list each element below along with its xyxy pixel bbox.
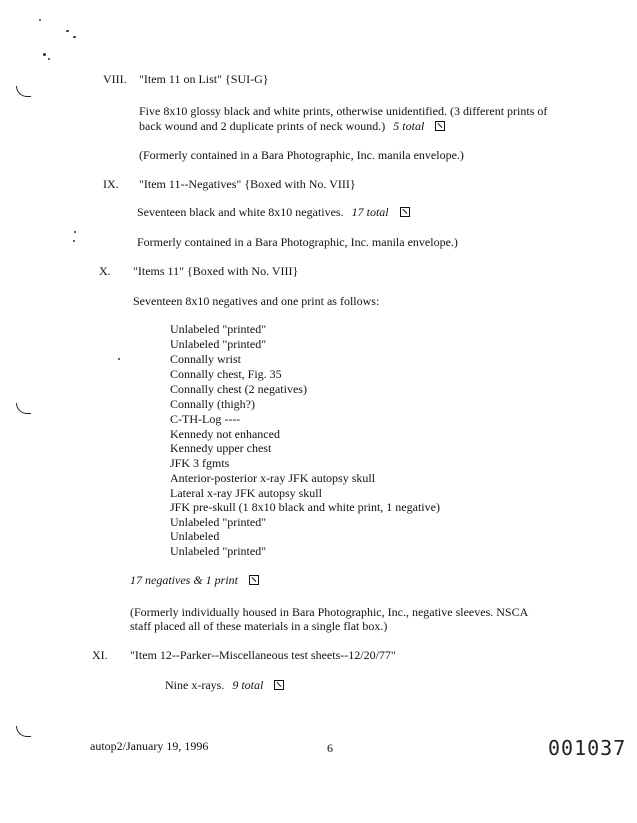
list-item: Connally chest (2 negatives) [170, 382, 307, 396]
list-item: Lateral x-ray JFK autopsy skull [170, 486, 322, 500]
section-x-numeral: X. [99, 264, 111, 278]
list-item: Unlabeled "printed" [170, 544, 267, 558]
section-ix-note: Formerly contained in a Bara Photographic, Inc. manila envelope.) [137, 235, 458, 249]
checked-box-icon [274, 680, 284, 690]
section-ix-numeral: IX. [103, 177, 119, 191]
binder-hole-mark [16, 403, 31, 414]
list-item: Unlabeled "printed" [170, 515, 267, 529]
section-x-intro: Seventeen 8x10 negatives and one print as follows: [133, 294, 380, 308]
list-item: Connally chest, Fig. 35 [170, 367, 282, 381]
list-item: C-TH-Log ---- [170, 412, 241, 426]
section-x-total-text: 17 negatives & 1 print [130, 573, 238, 587]
section-xi-body-text: Nine x-rays. [165, 678, 225, 692]
section-ix-body [137, 205, 410, 220]
section-viii-body-line2-text: back wound and 2 duplicate prints of neck wound.) [139, 119, 386, 133]
list-item: Unlabeled "printed" [170, 322, 267, 336]
section-ix-body-text: Seventeen black and white 8x10 negatives. [137, 205, 344, 219]
list-item: JFK pre-skull (1 8x10 black and white print, 1 negative) [170, 500, 440, 514]
section-xi-numeral: XI. [92, 648, 108, 662]
scan-speck [48, 58, 50, 60]
section-xi-heading: "Item 12--Parker--Miscellaneous test sheets--12/20/77" [130, 648, 396, 662]
section-xi-total: 9 total [232, 678, 264, 692]
section-x-note-line1: (Formerly individually housed in Bara Photographic, Inc., negative sleeves. NSCA [130, 605, 529, 619]
checked-box-icon [435, 121, 445, 131]
section-viii-note: (Formerly contained in a Bara Photographic, Inc. manila envelope.) [139, 148, 464, 162]
scan-speck [118, 358, 120, 360]
section-viii-numeral: VIII. [103, 72, 127, 86]
binder-hole-mark [16, 726, 31, 737]
checked-box-icon [400, 207, 410, 217]
checked-box-icon [249, 575, 259, 585]
page-number: 6 [327, 741, 333, 755]
section-x-note-line2: staff placed all of these materials in a single flat box.) [130, 619, 388, 633]
list-item: Unlabeled [170, 529, 220, 543]
section-viii-heading: "Item 11 on List" {SUI-G} [139, 72, 269, 86]
list-item: Kennedy upper chest [170, 441, 272, 455]
scan-speck [73, 240, 75, 242]
scan-speck [66, 30, 69, 32]
scan-speck [74, 231, 76, 233]
list-item: Kennedy not enhanced [170, 427, 280, 441]
scan-speck [39, 19, 41, 21]
list-item: JFK 3 fgmts [170, 456, 230, 470]
scan-speck [73, 36, 76, 38]
section-x-total [130, 573, 259, 588]
section-viii-body-line1: Five 8x10 glossy black and white prints, otherwise unidentified. (3 different prints of [139, 104, 548, 118]
list-item: Unlabeled "printed" [170, 337, 267, 351]
section-xi-body [165, 678, 284, 693]
document-control-stamp: 001037 [548, 736, 627, 760]
list-item: Anterior-posterior x-ray JFK autopsy skull [170, 471, 376, 485]
scan-speck [43, 53, 46, 56]
section-x-heading: "Items 11" {Boxed with No. VIII} [133, 264, 299, 278]
list-item: Connally (thigh?) [170, 397, 255, 411]
list-item: Connally wrist [170, 352, 241, 366]
footer-file-date: autop2/January 19, 1996 [90, 739, 209, 753]
section-viii-body-line2 [139, 119, 445, 134]
section-ix-heading: "Item 11--Negatives" {Boxed with No. VIII} [139, 177, 356, 191]
section-viii-total: 5 total [393, 119, 425, 133]
section-ix-total: 17 total [351, 205, 389, 219]
binder-hole-mark [16, 86, 31, 97]
